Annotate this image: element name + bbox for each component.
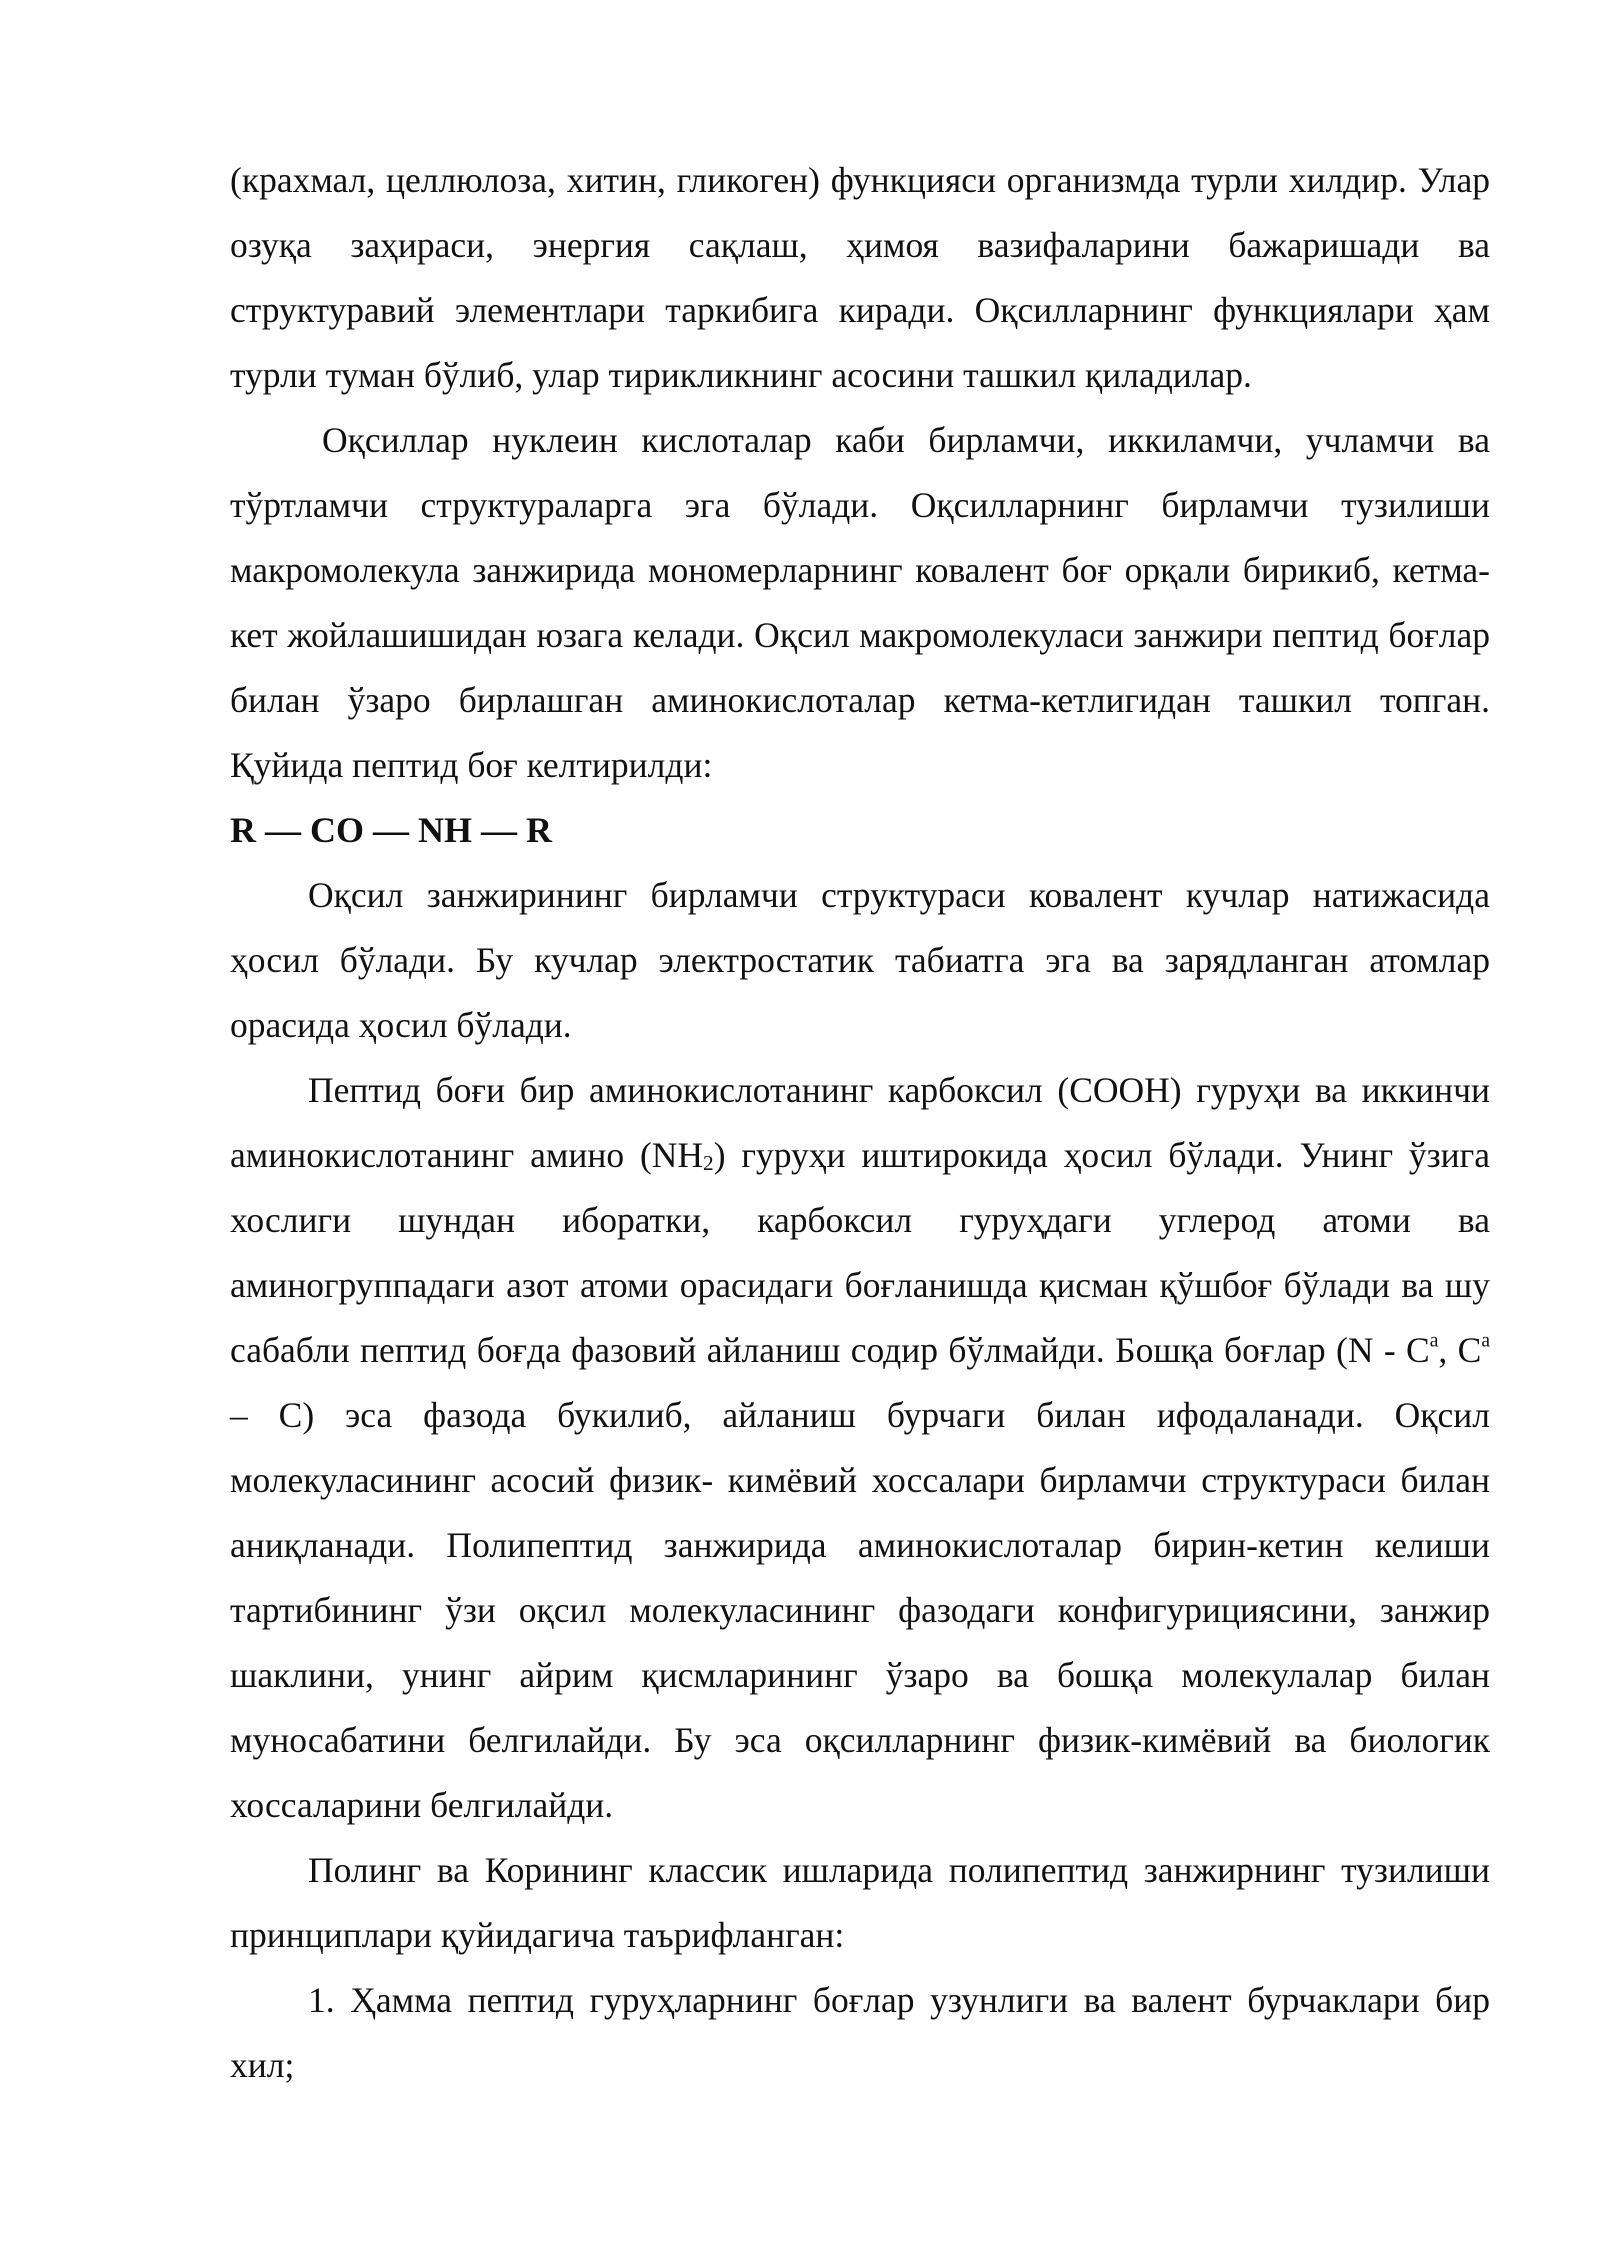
paragraph-covalent-forces: Оқсил занжирининг бирламчи структураси ковалент кучлар натижасида ҳосил бўлади. Бу кучлар электростатик табиатга эга ва зарядланган атомлар орасида ҳосил бўлади. [230,875,1490,1045]
paragraph-text: Пептид боғи бир аминокислотанинг карбоксил (COOH) гуруҳи ва иккинчи аминокислотанинг амино (NH [230,1070,1490,1175]
paragraph-protein-structures: Оқсиллар нуклеин кислоталар каби бирламчи, иккиламчи, учламчи ва тўртламчи структураларга эга бўлади. Оқсилларнинг бирламчи тузилиши макромолекула занжирида мономерларнинг ковалент боғ орқали бирикиб, кетма-кет жойлашишидан юзага келади. Оқсил макромолекуласи занжири пептид боғлар билан ўзаро бирлашган аминокислоталар кетма-кетлигидан ташкил топган. Қуйида пептид боғ келтирилди: [230,420,1490,785]
paragraph-text: , C [1438,1330,1482,1370]
paragraph-text: ) гуруҳи иштирокида ҳосил бўлади. Унинг ўзига хослиги шундан иборатки, карбоксил гуруҳдаги углерод атоми ва аминогруппадаги азот атоми орасидаги боғланишда қисман қўшбоғ бўлади ва шу сабабли пептид боғда фазовий айланиш содир бўлмайди. Бошқа боғлар (N - C [230,1135,1490,1370]
peptide-bond-formula: R — CO — NH — R [230,810,552,850]
paragraph-pauling-corey: Полинг ва Корининг классик ишларида полипептид занжирнинг тузилиши принциплари қуйидагича таърифланган: [230,1850,1490,1955]
paragraph-polysaccharides: (крахмал, целлюлоза, хитин, гликоген) функцияси организмда турли хилдир. Улар озуқа заҳираси, энергия сақлаш, ҳимоя вазифаларини бажаришади ва структуравий элементлари таркибига киради. Оқсилларнинг функциялари ҳам турли туман бўлиб, улар тирикликнинг асосини ташкил қиладилар. [230,160,1490,395]
subscript: 2 [703,1151,714,1176]
superscript: a [1429,1330,1439,1352]
paragraph-peptide-bond [230,1058,1490,1838]
paragraph-list-item-1: 1. Ҳамма пептид гуруҳларнинг боғлар узунлиги ва валент бурчаклари бир хил; [230,1980,1490,2085]
superscript: a [1481,1330,1490,1352]
document-body [230,148,1490,2098]
paragraph-text: – C) эса фазода букилиб, айланиш бурчаги билан ифодаланади. Оқсил молекуласининг асосий физик- кимёвий хоссалари бирламчи структураси билан аниқланади. Полипептид занжирида аминокислоталар бирин-кетин келиши тартибининг ўзи оқсил молекуласининг фазодаги конфигурициясини, занжир шаклини, унинг айрим қисмларининг ўзаро ва бошқа молекулалар билан муносабатини белгилайди. Бу эса оқсилларнинг физик-кимёвий ва биологик хоссаларини белгилайди. [230,1395,1490,1825]
